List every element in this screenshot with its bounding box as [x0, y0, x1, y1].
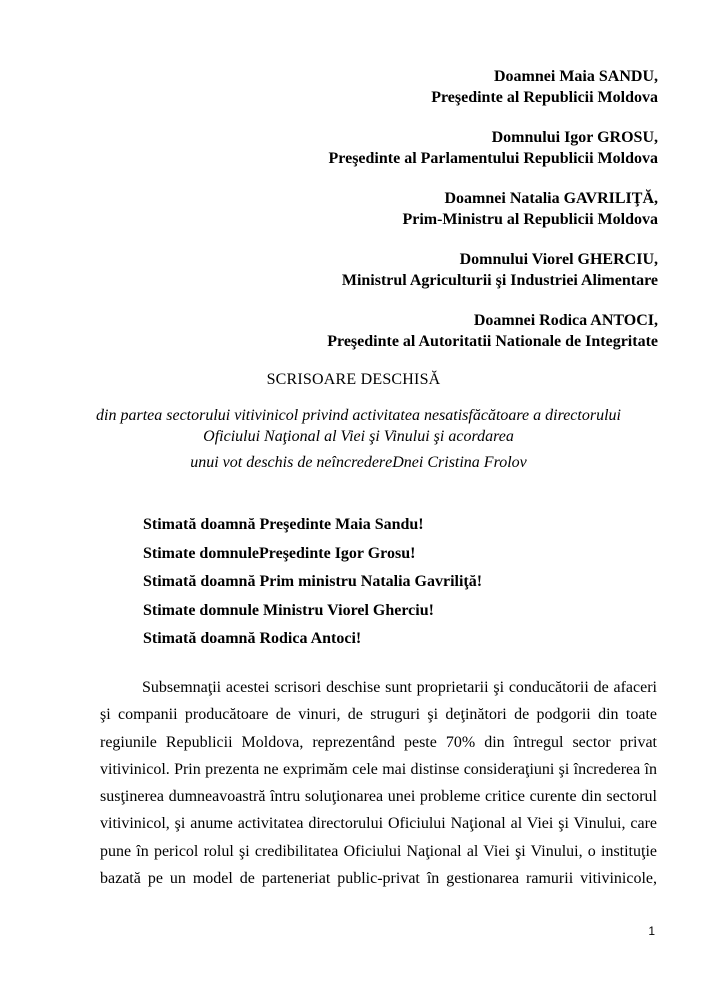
salutation-line: Stimată doamnă Preşedinte Maia Sandu!: [143, 516, 424, 533]
addressee-list: [100, 66, 658, 371]
letter-subtitle: [60, 405, 657, 473]
addressee-name: Doamnei Maia SANDU,: [494, 68, 658, 85]
addressee-title: Preşedinte al Republicii Moldova: [431, 89, 658, 106]
subtitle-line: unui vot deschis de neîncrederеDnei Cristina Frolov: [190, 454, 527, 471]
salutation-list: [143, 511, 482, 654]
salutation-line: Stimate domnulePreşedinte Igor Grosu!: [143, 544, 416, 562]
salutation-line: Stimate domnule Ministru Viorel Gherciu!: [143, 601, 434, 619]
addressee-block: [100, 310, 658, 352]
body-paragraph: [100, 674, 657, 892]
addressee-name: Doamnei Rodica ANTOCI,: [473, 312, 658, 329]
body-line: susţinerea dumneavoastră întru soluţionarea unei probleme critice curente din sectorul: [100, 788, 657, 806]
addressee-name: Domnului Viorel GHERCIU,: [459, 251, 658, 268]
addressee-block: [100, 249, 658, 291]
body-line: bazată pe un model de parteneriat public-privat în gestionarea ramurii vitivinicole,: [100, 870, 657, 888]
addressee-name: Doamnei Natalia GAVRILIŢĂ,: [444, 190, 658, 207]
salutation-line: Stimată doamnă Prim ministru Natalia Gavriliţă!: [143, 573, 483, 590]
subtitle-line: din partea sectorului vitivinicol privind activitatea nesatisfăcătoare a directorului: [96, 407, 621, 424]
addressee-title: Prim-Ministru al Republicii Moldova: [402, 211, 658, 228]
body-line: pune în pericol rolul şi credibilitatea Oficiului Naţional al Viei şi Vinului, o instituţie: [100, 842, 657, 860]
addressee-block: [100, 127, 658, 169]
addressee-title: Preşedinte al Parlamentului Republicii Moldova: [328, 150, 658, 167]
addressee-block: [100, 66, 658, 108]
body-line: vitivinicol, şi anume activitatea directorului Oficiului Naţional al Viei şi Vinului, care: [100, 815, 657, 833]
letter-title: SCRISOARE DESCHISĂ: [266, 371, 441, 388]
body-line: Subsemnaţii acestei scrisori deschise sunt proprietarii şi conducătorii de afaceri: [142, 679, 657, 696]
body-line: vitivinicol. Prin prezenta ne exprimăm cele mai distinse consideraţiuni şi încrederea în: [100, 760, 657, 778]
body-line: regiunile Republicii Moldova, reprezentând peste 70% din întregul sector privat: [100, 733, 657, 751]
addressee-block: [100, 188, 658, 230]
subtitle-line: Oficiului Naţional al Viei şi Vinului şi acordarea: [203, 428, 514, 445]
addressee-name: Domnului Igor GROSU,: [491, 129, 658, 146]
page-number: 1: [648, 924, 655, 938]
body-line: şi companii producătoare de vinuri, de struguri şi deţinători de podgorii din toate: [100, 706, 657, 724]
addressee-title: Ministrul Agriculturii şi Industriei Alimentare: [341, 272, 658, 289]
salutation-line: Stimată doamnă Rodica Antoci!: [143, 630, 362, 647]
addressee-title: Preşedinte al Autoritatii Nationale de Integritate: [327, 333, 658, 350]
